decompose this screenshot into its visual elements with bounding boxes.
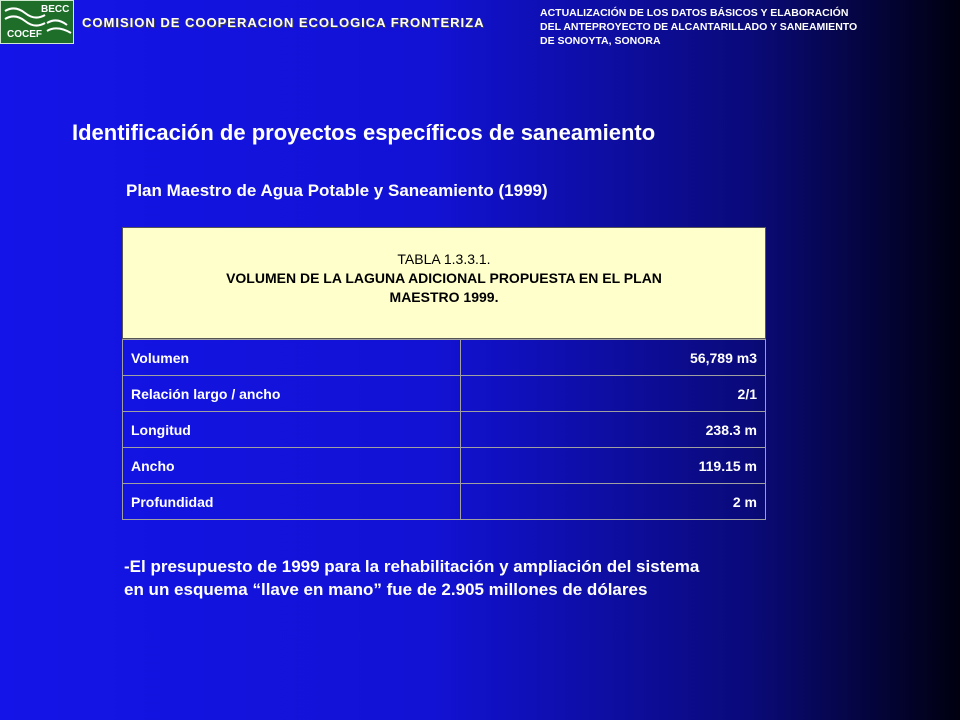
budget-note-line: -El presupuesto de 1999 para la rehabilitación y ampliación del sistema <box>124 557 700 576</box>
table-caption <box>122 227 766 339</box>
table-caption-label: TABLA 1.3.3.1. <box>397 251 491 267</box>
budget-note-line: en un esquema “llave en mano” fue de 2.905 millones de dólares <box>124 580 648 599</box>
table-row <box>123 376 766 412</box>
row-value: 2 m <box>461 484 766 520</box>
budget-note <box>124 555 884 601</box>
slide-subtitle: Plan Maestro de Agua Potable y Saneamiento (1999) <box>126 181 548 200</box>
logo-becc-text: BECC <box>41 4 70 15</box>
project-line: ACTUALIZACIÓN DE LOS DATOS BÁSICOS Y ELABORACIÓN <box>540 7 849 19</box>
logo-cocef-text: COCEF <box>7 29 42 40</box>
table-row <box>123 448 766 484</box>
row-label: Ancho <box>123 448 461 484</box>
slide-title: Identificación de proyectos específicos de saneamiento <box>72 120 656 145</box>
row-value: 2/1 <box>461 376 766 412</box>
organization-name: COMISION DE COOPERACION ECOLOGICA FRONTERIZA <box>82 15 485 30</box>
data-table <box>122 339 766 520</box>
row-label: Relación largo / ancho <box>123 376 461 412</box>
project-line: DEL ANTEPROYECTO DE ALCANTARILLADO Y SANEAMIENTO <box>540 21 858 33</box>
row-label: Profundidad <box>123 484 461 520</box>
row-value: 238.3 m <box>461 412 766 448</box>
project-line: DE SONOYTA, SONORA <box>540 35 661 47</box>
row-label: Longitud <box>123 412 461 448</box>
table-row <box>123 484 766 520</box>
lagoon-volume-table <box>122 227 766 520</box>
row-value: 56,789 m3 <box>461 340 766 376</box>
table-row <box>123 412 766 448</box>
table-row <box>123 340 766 376</box>
row-label: Volumen <box>123 340 461 376</box>
table-caption-line: VOLUMEN DE LA LAGUNA ADICIONAL PROPUESTA EN EL PLAN <box>226 270 662 286</box>
table-caption-line: MAESTRO 1999. <box>389 289 499 305</box>
project-description <box>540 6 950 48</box>
row-value: 119.15 m <box>461 448 766 484</box>
becc-cocef-logo <box>0 0 74 44</box>
